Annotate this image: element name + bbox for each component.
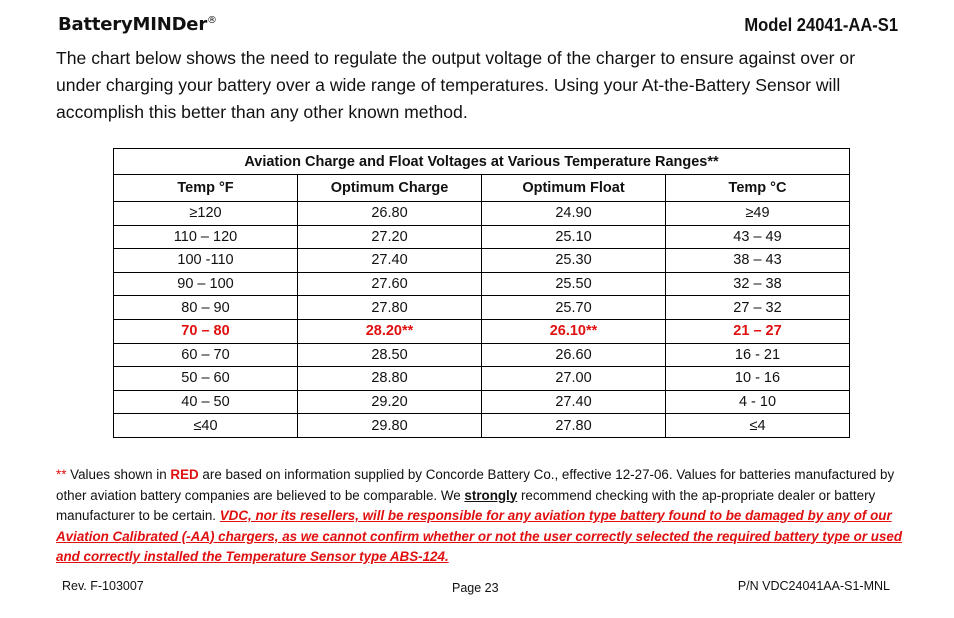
voltage-temperature-table bbox=[113, 148, 850, 438]
liability-warning: VDC, nor its resellers, will be responsible for any aviation type battery found to be damaged by any of our Aviation Calibrated (-AA) chargers, as we cannot confirm whether or not the user correctly selected the required battery type or used and correctly installed the Temperature Sensor type ABS-124. bbox=[56, 508, 903, 564]
table-cell: 10 - 16 bbox=[666, 367, 850, 391]
table-cell: 43 – 49 bbox=[666, 225, 850, 249]
table-cell: 21 – 27 bbox=[666, 319, 850, 343]
table-row bbox=[114, 319, 850, 343]
table-cell: 32 – 38 bbox=[666, 272, 850, 296]
column-header-optimum-charge: Optimum Charge bbox=[298, 175, 482, 202]
table-header-row bbox=[114, 175, 850, 202]
table-cell: 27.20 bbox=[298, 225, 482, 249]
table-cell: ≤4 bbox=[666, 414, 850, 438]
footnote-text-2: are based on information supplied by Concorde Battery Co., effective 12-27-06. Values for batteries manufactured by other aviation battery companies are believed to be comparable. We bbox=[56, 467, 895, 503]
table-cell: 27.80 bbox=[482, 414, 666, 438]
table-row bbox=[114, 249, 850, 273]
table-cell: 29.80 bbox=[298, 414, 482, 438]
table-row bbox=[114, 367, 850, 391]
table-cell: 4 - 10 bbox=[666, 390, 850, 414]
registered-mark: ® bbox=[207, 15, 217, 26]
page-number: Page 23 bbox=[452, 581, 499, 595]
column-header-temp-c: Temp °C bbox=[666, 175, 850, 202]
footnote-text-1: Values shown in bbox=[66, 467, 171, 482]
table-cell: 50 – 60 bbox=[114, 367, 298, 391]
revision-label: Rev. F-103007 bbox=[62, 579, 144, 593]
table-row bbox=[114, 202, 850, 226]
table-cell: 27.40 bbox=[298, 249, 482, 273]
table-cell: 27.00 bbox=[482, 367, 666, 391]
footnote-strongly: strongly bbox=[464, 487, 518, 503]
table-cell: 25.70 bbox=[482, 296, 666, 320]
table-cell: 28.50 bbox=[298, 343, 482, 367]
table-cell: 27.60 bbox=[298, 272, 482, 296]
table-cell: 28.20** bbox=[298, 319, 482, 343]
table-row bbox=[114, 272, 850, 296]
table-cell: 110 – 120 bbox=[114, 225, 298, 249]
table-cell: 27.40 bbox=[482, 390, 666, 414]
part-number: P/N VDC24041AA-S1-MNL bbox=[737, 579, 890, 593]
column-header-temp-f: Temp °F bbox=[114, 175, 298, 202]
model-title: Model 24041-AA-S1 bbox=[744, 15, 898, 35]
table-cell: 27.80 bbox=[298, 296, 482, 320]
table-cell: 25.50 bbox=[482, 272, 666, 296]
table-cell: 25.30 bbox=[482, 249, 666, 273]
table-cell: ≥120 bbox=[114, 202, 298, 226]
footnote-text-3: recommend checking with the ap-propriate dealer or battery manufacturer to be certain. bbox=[56, 487, 876, 523]
table-caption: Aviation Charge and Float Voltages at Various Temperature Ranges** bbox=[114, 149, 850, 175]
table-cell: 26.10** bbox=[482, 319, 666, 343]
column-header-optimum-float: Optimum Float bbox=[482, 175, 666, 202]
table-cell: 27 – 32 bbox=[666, 296, 850, 320]
table-cell: 38 – 43 bbox=[666, 249, 850, 273]
brand-name: BatteryMINDer bbox=[58, 14, 207, 35]
table-row bbox=[114, 390, 850, 414]
intro-paragraph: The chart below shows the need to regulate the output voltage of the charger to ensure against over or under charging your battery over a wide range of temperatures. Using your At-the-Battery Sensor will accomplish this better than any other known method. bbox=[56, 48, 856, 122]
table-cell: 16 - 21 bbox=[666, 343, 850, 367]
table-cell: ≤40 bbox=[114, 414, 298, 438]
table-cell: 60 – 70 bbox=[114, 343, 298, 367]
table-cell: 25.10 bbox=[482, 225, 666, 249]
footnote-stars: ** bbox=[56, 467, 67, 482]
table-cell: 100 -110 bbox=[114, 249, 298, 273]
table-row bbox=[114, 296, 850, 320]
table-cell: 70 – 80 bbox=[114, 319, 298, 343]
table-cell: 24.90 bbox=[482, 202, 666, 226]
table-cell: 90 – 100 bbox=[114, 272, 298, 296]
table-cell: 28.80 bbox=[298, 367, 482, 391]
table-row bbox=[114, 225, 850, 249]
brand-title bbox=[58, 14, 217, 35]
table-row bbox=[114, 414, 850, 438]
table-cell: 26.80 bbox=[298, 202, 482, 226]
footnote bbox=[56, 465, 906, 568]
footnote-red-word: RED bbox=[170, 467, 199, 482]
table-cell: ≥49 bbox=[666, 202, 850, 226]
table-cell: 40 – 50 bbox=[114, 390, 298, 414]
table-cell: 80 – 90 bbox=[114, 296, 298, 320]
table-cell: 26.60 bbox=[482, 343, 666, 367]
table-row bbox=[114, 343, 850, 367]
table-cell: 29.20 bbox=[298, 390, 482, 414]
